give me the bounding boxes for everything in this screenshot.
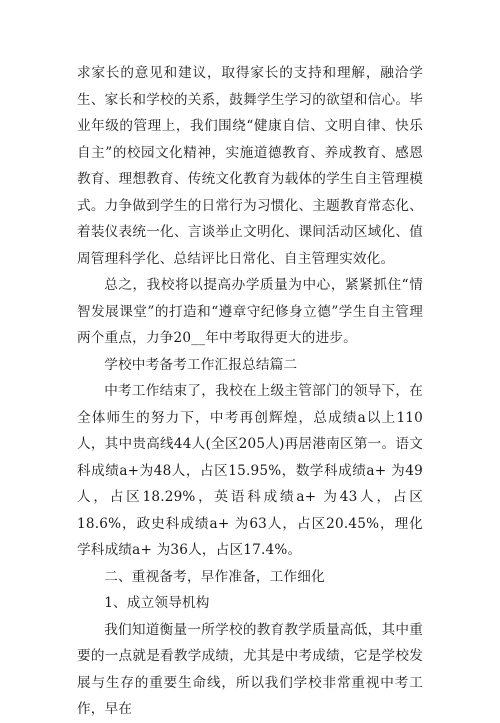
paragraph-quality-measure: 我们知道衡量一所学校的教育教学质量高低，其中重要的一点就是看教学成绩，尤其是中考成绩，它是学校发展与生存的重要生命线，所以我们学校非常重视中考工作，早在 [77, 621, 423, 717]
document-body [77, 60, 423, 723]
paragraph-exam-results: 中考工作结束了，我校在上级主管部门的领导下，在全体师生的努力下，中考再创辉煌，总成绩a以上110人，其中贵高线44人(全区205人)再居港南区第一。语文科成绩a+为48人，占区15.95%，数学科成绩a+ 为49人，占区18.29%，英语科成绩a+ 为43人，占区18.6%，政史科成绩a+ 为63人，占区20.45%，理化学科成绩a+ 为36人，占区17.4%。 [77, 383, 423, 558]
paragraph-parent-communication: 求家长的意见和建议，取得家长的支持和理解，融洽学生、家长和学校的关系，鼓舞学生学习的欲望和信心。毕业年级的管理上，我们围绕“健康自信、文明自律、快乐自主”的校园文化精神，实施道德教育、养成教育、感恩教育、理想教育、传统文化教育为载体的学生自主管理模式。力争做到学生的日常行为习惯化、主题教育常态化、着装仪表统一化、言谈举止文明化、课间活动区域化、值周管理科学化、总结评比日常化、自主管理实效化。 [77, 65, 423, 267]
subheading-preparation: 二、重视备考，早作准备，工作细化 [104, 568, 325, 585]
subheading-leadership: 1、成立领导机构 [104, 595, 210, 611]
paragraph-conclusion: 总之，我校将以提高办学质量为中心，紧紧抓住“情智发展课堂”的打造和“遵章守纪修身立德”学生自主管理两个重点，力争20__年中考取得更大的进步。 [77, 277, 423, 346]
section-heading-part-two: 学校中考备考工作汇报总结篇二 [104, 356, 298, 373]
